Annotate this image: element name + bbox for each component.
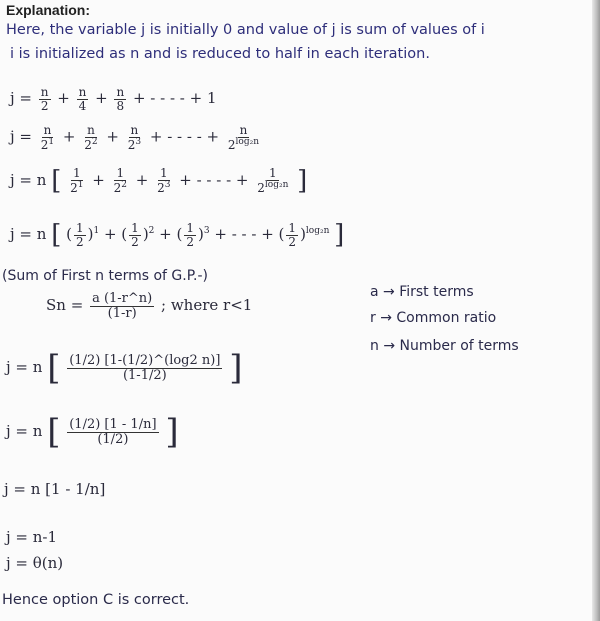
conclusion-text: Hence option C is correct. [2, 592, 190, 608]
gp-condition: ; where r<1 [161, 296, 253, 315]
derivation-1-denominator: (1-1/2) [122, 367, 167, 383]
derivation-3-equation: j = n [1 - 1/n] [4, 480, 106, 498]
derivation-2-numerator: (1/2) [1 - 1/n] [69, 416, 157, 432]
explanation-title: Explanation: [6, 2, 91, 18]
gp-formula [46, 292, 252, 320]
derivation-4-equation: j = n-1 [6, 528, 58, 546]
step-1-equation: j = $\frac{n}{2}$ + $\frac{n}{4}$ + $\frac{n}{8}$ + - - - - + 1 [10, 85, 217, 113]
step-4-equation: j = n [ ( $\frac{1}{2}$ )$^1$ + ( $\frac{1}{2}$ )$^2$ + ( $\frac{1}{2}$ )$^3$ + - - - + ( $\frac{1}{2}$ )$^{log_2n}$ ] [10, 220, 345, 250]
gp-formula-denominator: (1-r) [107, 305, 137, 321]
derivation-2-denominator: (1/2) [97, 431, 129, 447]
derivation-2-equation: j = n [ $\frac{(1/2) [1 - 1/n]}{(1/2)}$ ] [6, 412, 179, 452]
intro-line-1: Here, the variable j is initially 0 and value of j is sum of values of i [6, 22, 485, 38]
derivation-5-equation: j = θ(n) [6, 554, 64, 572]
gp-legend-first-term: a → First terms [370, 284, 474, 300]
page-edge-shadow [592, 0, 600, 621]
derivation-1-equation: j = n [ $\frac{(1/2) [1-(1/2)\^{}(\log 2 n)]}{(1-1/2)}$ ] [6, 348, 243, 388]
step-3-equation: j = n [ $\frac{1}{2^1}$ + $\frac{1}{2^2}$ + $\frac{1}{2^3}$ + - - - - + $\frac{1}{2^{log_2n}}$ ] [10, 166, 308, 196]
gp-legend-common-ratio: r → Common ratio [370, 310, 497, 326]
gp-heading: (Sum of First n terms of G.P.-) [2, 268, 208, 284]
gp-formula-numerator: a (1-r^n) [92, 291, 153, 306]
intro-line-2: i is initialized as n and is reduced to half in each iteration. [10, 46, 430, 62]
gp-legend-number-of-terms: n → Number of terms [370, 338, 519, 354]
derivation-1-numerator: (1/2) [1-(1/2)^(log2 n)] [69, 352, 221, 368]
gp-formula-lhs: Sn = [46, 296, 84, 315]
step-2-equation: j = $\frac{n}{2^1}$ + $\frac{n}{2^2}$ + $\frac{n}{2^3}$ + - - - - + $\frac{n}{2^{log_2n}}$ [10, 123, 260, 152]
